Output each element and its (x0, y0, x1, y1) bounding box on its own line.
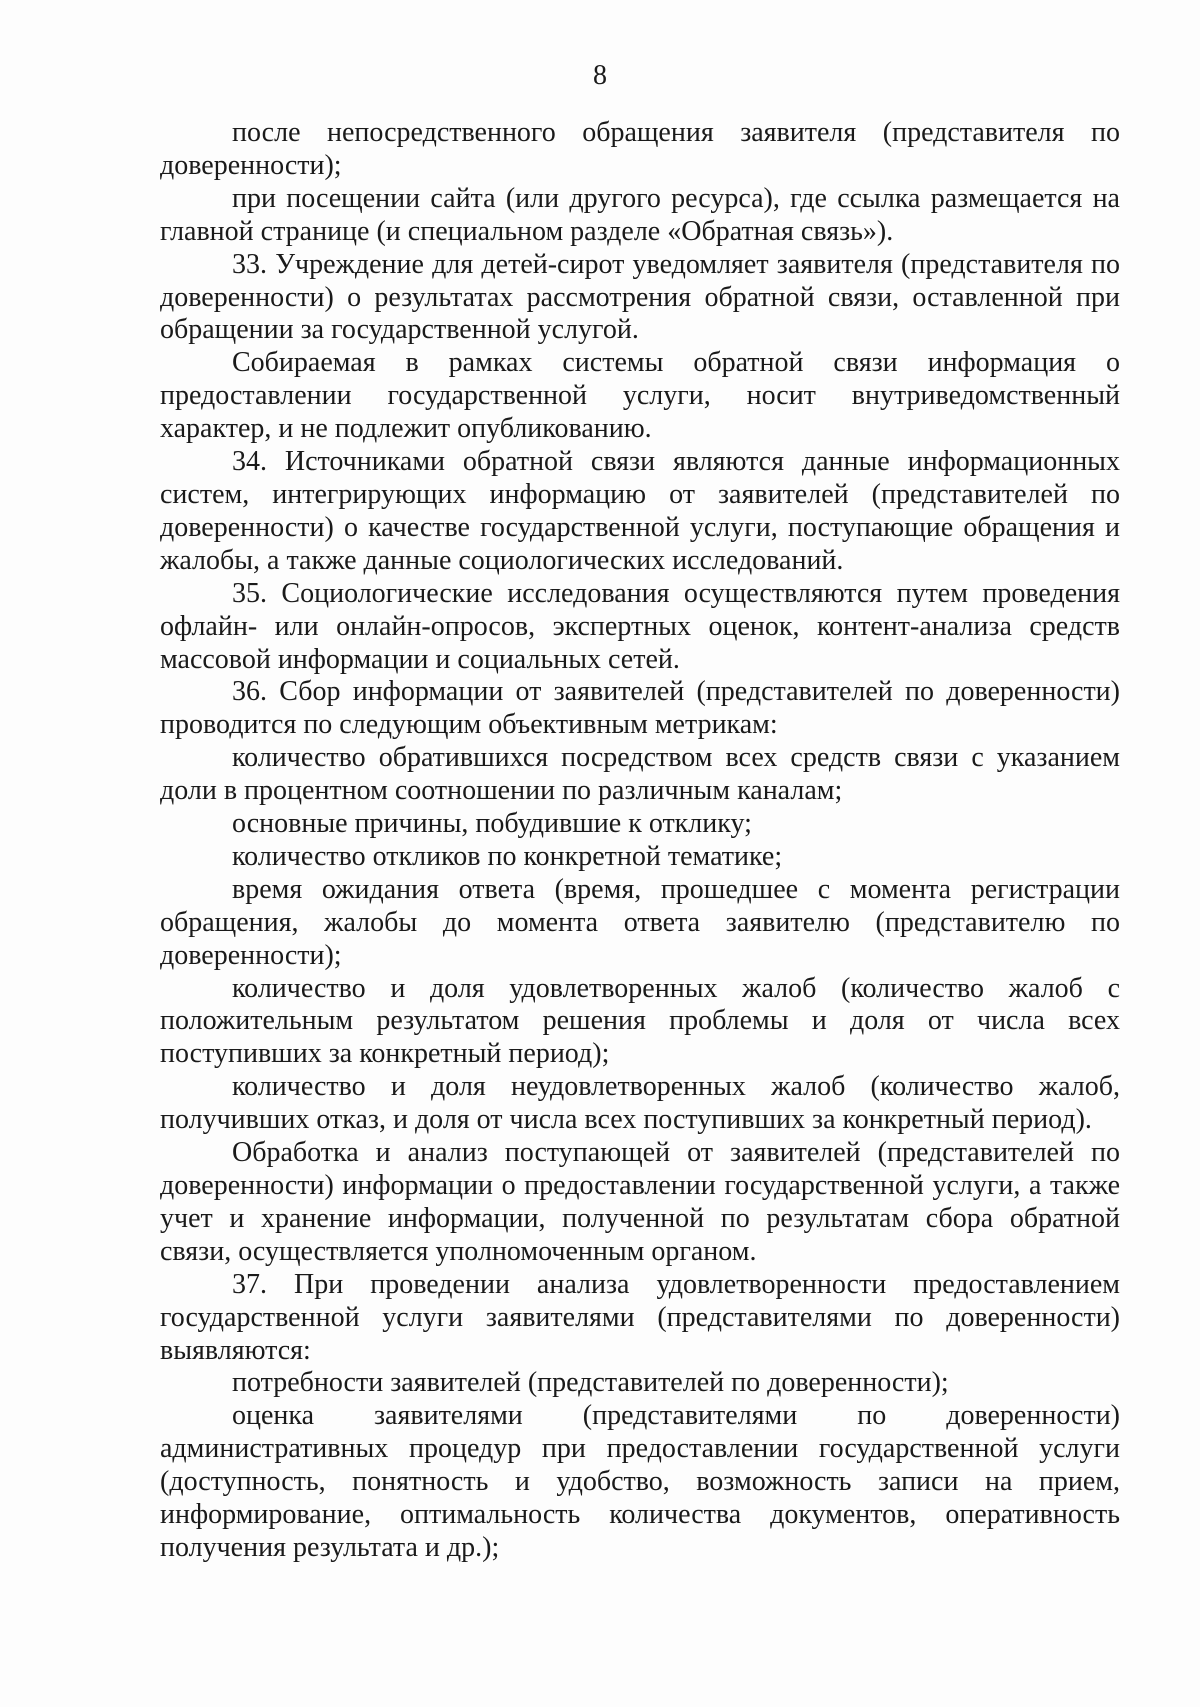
paragraph-35-research: 35. Социологические исследования осуществляются путем проведения офлайн- или онлайн-опросов, экспертных оценок, контент-анализа средств массовой информации и социальных сетей. (160, 577, 1120, 675)
paragraph-metric-reasons: основные причины, побудившие к отклику; (232, 808, 752, 840)
paragraph-processing-analysis: Обработка и анализ поступающей от заявителей (представителей по доверенности) информации о предоставлении государственной услуги, а также учет и хранение информации, полученной по результатам сбора обратной связи, осуществляется уполномоченным органом. (160, 1137, 1120, 1267)
paragraph-metric-count-channels: количество обратившихся посредством всех средств связи с указанием доли в процентном соотношении по различным каналам; (160, 742, 1120, 807)
paragraph-website-visit: при посещении сайта (или другого ресурса), где ссылка размещается на главной странице (и специальном разделе «Обратная связь»). (160, 182, 1120, 247)
paragraph-34-sources: 34. Источниками обратной связи являются данные информационных систем, интегрирующих информацию от заявителей (представителей по доверенности) о качестве государственной услуги, поступающие обращения и жалобы, а также данные социологических исследований. (160, 446, 1120, 576)
page-number: 8 (593, 60, 607, 91)
paragraph-feedback-information: Собираемая в рамках системы обратной связи информация о предоставлении государственной услуги, носит внутриведомственный характер, и не подлежит опубликованию. (160, 347, 1120, 445)
paragraph-33-notification: 33. Учреждение для детей-сирот уведомляет заявителя (представителя по доверенности) о результатах рассмотрения обратной связи, оставленной при обращении за государственной услугой. (160, 248, 1120, 346)
paragraph-37-analysis: 37. При проведении анализа удовлетворенности предоставлением государственной услуги заявителями (представителями по доверенности) выявляются: (160, 1268, 1120, 1366)
paragraph-metric-topics: количество откликов по конкретной тематике; (232, 840, 783, 872)
paragraph-needs: потребности заявителей (представителей по доверенности); (232, 1367, 949, 1399)
paragraph-metric-unsatisfied-complaints: количество и доля неудовлетворенных жалоб (количество жалоб, получивших отказ, и доля от числа всех поступивших за конкретный период). (160, 1071, 1120, 1136)
paragraph-appeal-after-visit: после непосредственного обращения заявителя (представителя по доверенности); (160, 117, 1120, 181)
document-body (160, 117, 1120, 1565)
paragraph-metric-wait-time: время ожидания ответа (время, прошедшее с момента регистрации обращения, жалобы до момента ответа заявителю (представителю по доверенности); (160, 873, 1120, 971)
paragraph-metric-satisfied-complaints: количество и доля удовлетворенных жалоб (количество жалоб с положительным результатом решения проблемы и доля от числа всех поступивших за конкретный период); (160, 972, 1120, 1070)
paragraph-36-collection: 36. Сбор информации от заявителей (представителей по доверенности) проводится по следующим объективным метрикам: (160, 676, 1120, 741)
paragraph-procedures-assessment: оценка заявителями (представителями по доверенности) административных процедур при предоставлении государственной услуги (доступность, понятность и удобство, возможность записи на прием, информирование, оптимальность количества документов, оперативность получения результата и др.); (160, 1400, 1120, 1563)
